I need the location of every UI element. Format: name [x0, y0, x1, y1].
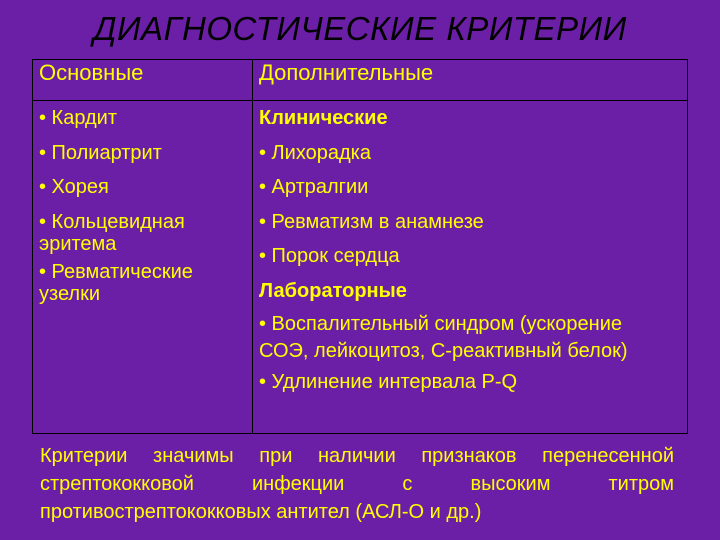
clinical-heading: Клинические	[259, 107, 388, 129]
header-additional: Дополнительные	[253, 60, 688, 101]
list-item: • Воспалительный синдром (ускорение СОЭ, лейкоцитоз, С-реактивный белок)	[259, 313, 628, 362]
list-item: • Хорея	[39, 176, 109, 198]
footer-note: Критерии значимы при наличии признаков перенесенной стрептококковой инфекции с высоким титром противострептококковых антител (АСЛ-О и др.)	[40, 445, 674, 523]
list-item: • Артралгии	[259, 176, 369, 198]
table-body-row	[33, 101, 688, 434]
list-item: • Кольцевидная эритема	[39, 210, 185, 255]
criteria-table	[32, 59, 688, 434]
list-item: • Ревматизм в анамнезе	[259, 210, 484, 233]
list-item: • Порок сердца	[259, 245, 400, 267]
list-item: • Удлинение интервала P-Q	[259, 371, 518, 393]
slide-title: ДИАГНОСТИЧЕСКИЕ КРИТЕРИИ	[93, 10, 627, 47]
list-item: • Кардит	[39, 107, 117, 129]
additional-criteria-cell	[253, 101, 688, 434]
main-criteria-cell	[33, 101, 253, 434]
list-item: • Ревматические узелки	[39, 260, 193, 305]
list-item: • Полиартрит	[39, 141, 162, 164]
header-main: Основные	[33, 60, 253, 101]
list-item: • Лихорадка	[259, 141, 371, 164]
lab-heading: Лабораторные	[259, 279, 407, 302]
table-header-row	[33, 60, 688, 101]
